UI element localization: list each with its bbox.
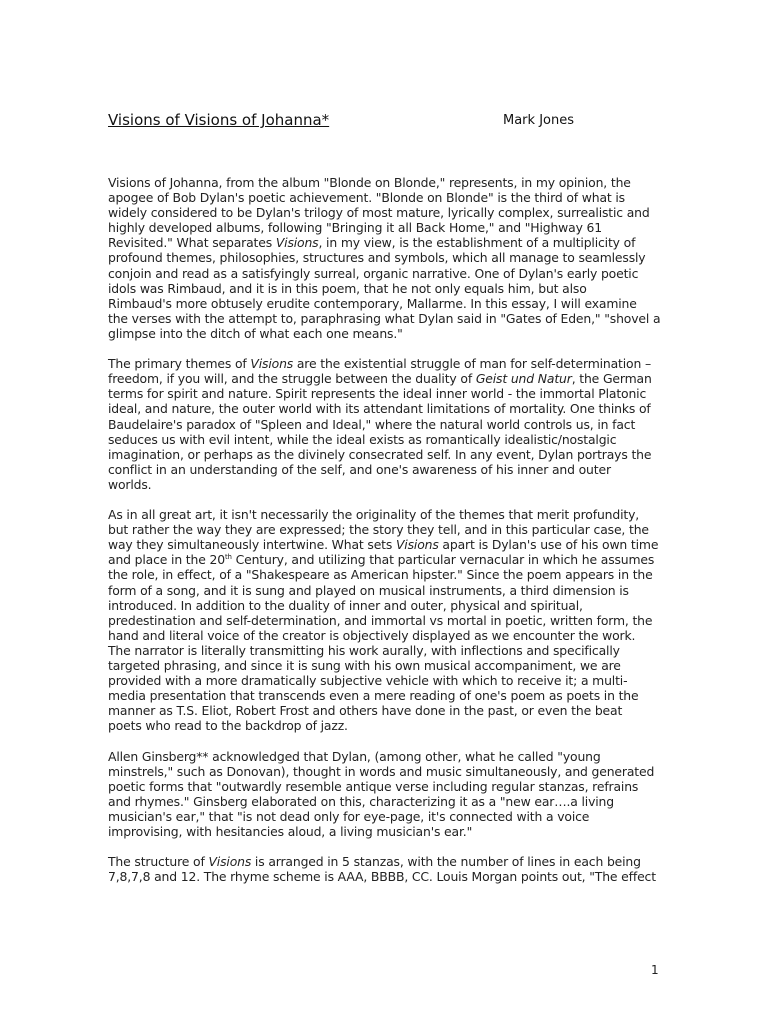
text-run: apart is Dylan's use of his own time bbox=[438, 537, 659, 553]
text-run: , in my view, is the establishment of a multiplicity of bbox=[318, 235, 636, 251]
text-line bbox=[108, 462, 660, 477]
text-run: profound themes, philosophies, structures and symbols, which all manage to seamlessly bbox=[108, 250, 646, 266]
text-line bbox=[108, 281, 660, 296]
text-run: worlds. bbox=[108, 476, 152, 492]
author-name: Mark Jones bbox=[503, 113, 574, 128]
text-run: terms for spirit and nature. Spirit represents the ideal inner world - the immortal Platonic bbox=[108, 386, 647, 402]
text-run: highly developed albums, following "Bringing it all Back Home," and "Highway 61 bbox=[108, 220, 603, 236]
text-line bbox=[108, 311, 660, 326]
text-run: manner as T.S. Eliot, Robert Frost and others have done in the past, or even the beat bbox=[108, 703, 623, 719]
text-line bbox=[108, 567, 660, 582]
text-line bbox=[108, 673, 660, 688]
text-line bbox=[108, 522, 660, 537]
text-line bbox=[108, 824, 660, 839]
text-line bbox=[108, 356, 660, 371]
text-run: , the German bbox=[571, 371, 652, 387]
text-line bbox=[108, 417, 660, 432]
text-run: improvising, with hesitancies aloud, a living musician's ear." bbox=[108, 824, 473, 840]
text-line bbox=[108, 447, 660, 462]
body-paragraph bbox=[108, 356, 660, 492]
text-run: but rather the way they are expressed; the story they tell, and in this particular case, the bbox=[108, 522, 649, 538]
text-line bbox=[108, 718, 660, 733]
text-run: The structure of bbox=[108, 854, 209, 870]
text-line bbox=[108, 794, 660, 809]
text-line bbox=[108, 703, 660, 718]
text-line bbox=[108, 507, 660, 522]
text-run: the verses with the attempt to, paraphrasing what Dylan said in "Gates of Eden," "shovel a bbox=[108, 310, 661, 326]
text-line bbox=[108, 809, 660, 824]
text-run: imagination, or perhaps as the divinely consecrated self. In any event, Dylan portrays the bbox=[108, 446, 652, 462]
text-line bbox=[108, 175, 660, 190]
text-line bbox=[108, 779, 660, 794]
text-run: is arranged in 5 stanzas, with the number of lines in each being bbox=[251, 854, 641, 870]
text-run: musician's ear," that "is not dead only for eye-page, it's connected with a voice bbox=[108, 808, 590, 824]
text-run: Allen Ginsberg** acknowledged that Dylan, (among other, what he called "young bbox=[108, 748, 601, 764]
text-line bbox=[108, 537, 660, 552]
text-run: are the existential struggle of man for self-determination – bbox=[293, 356, 652, 372]
text-line bbox=[108, 764, 660, 779]
text-run: Revisited." What separates bbox=[108, 235, 276, 251]
text-line bbox=[108, 613, 660, 628]
italic-text: Visions bbox=[395, 537, 439, 553]
text-line bbox=[108, 598, 660, 613]
body-paragraph bbox=[108, 854, 660, 884]
text-run: and place in the 20 bbox=[108, 552, 225, 568]
italic-text: Geist und Natur bbox=[475, 371, 572, 387]
text-line bbox=[108, 552, 660, 567]
text-run: 7,8,7,8 and 12. The rhyme scheme is AAA, BBBB, CC. Louis Morgan points out, "The effect bbox=[108, 869, 656, 885]
text-run: seduces us with evil intent, while the ideal exists as romantically idealistic/nostalgic bbox=[108, 431, 617, 447]
text-line bbox=[108, 432, 660, 447]
text-run: predestination and self-determination, and immortal vs mortal in poetic, written form, the bbox=[108, 612, 653, 628]
text-line bbox=[108, 371, 660, 386]
text-line bbox=[108, 477, 660, 492]
text-line bbox=[108, 250, 660, 265]
body-paragraph bbox=[108, 749, 660, 840]
text-line bbox=[108, 266, 660, 281]
text-run: poetic forms that "outwardly resemble antique verse including regular stanzas, refrains bbox=[108, 778, 639, 794]
text-line bbox=[108, 190, 660, 205]
text-line bbox=[108, 401, 660, 416]
italic-text: Visions bbox=[208, 854, 252, 870]
document-title: Visions of Visions of Johanna* bbox=[108, 111, 330, 129]
superscript-text: th bbox=[224, 553, 232, 562]
text-run: glimpse into the ditch of what each one means." bbox=[108, 325, 403, 341]
text-run: As in all great art, it isn't necessarily the originality of the themes that merit profundity, bbox=[108, 507, 640, 523]
text-run: form of a song, and it is sung and played on musical instruments, a third dimension is bbox=[108, 582, 629, 598]
text-run: ideal, and nature, the outer world with its attendant limitations of mortality. One thinks of bbox=[108, 401, 651, 417]
text-line bbox=[108, 688, 660, 703]
text-run: Rimbaud's more obtusely erudite contemporary, Mallarme. In this essay, I will examine bbox=[108, 295, 637, 311]
text-run: poets who read to the backdrop of jazz. bbox=[108, 718, 348, 734]
text-line bbox=[108, 854, 660, 869]
italic-text: Visions bbox=[250, 356, 294, 372]
text-line bbox=[108, 869, 660, 884]
text-run: Baudelaire's paradox of "Spleen and Ideal," where the natural world controls us, in fact bbox=[108, 416, 636, 432]
text-line bbox=[108, 326, 660, 341]
body-paragraph bbox=[108, 507, 660, 733]
text-run: The primary themes of bbox=[108, 356, 251, 372]
text-run: way they simultaneously intertwine. What sets bbox=[108, 537, 396, 553]
text-run: conflict in an understanding of the self, and one's awareness of his inner and outer bbox=[108, 461, 611, 477]
text-line bbox=[108, 628, 660, 643]
text-line bbox=[108, 296, 660, 311]
text-line bbox=[108, 220, 660, 235]
text-run: idols was Rimbaud, and it is in this poem, that he not only equals him, but also bbox=[108, 280, 587, 296]
text-line bbox=[108, 205, 660, 220]
text-run: Century, and utilizing that particular vernacular in which he assumes bbox=[231, 552, 655, 568]
text-line bbox=[108, 583, 660, 598]
text-run: targeted phrasing, and since it is sung with his own musical accompaniment, we are bbox=[108, 658, 621, 673]
text-line bbox=[108, 643, 660, 658]
text-run: apogee of Bob Dylan's poetic achievement. "Blonde on Blonde" is the third of what is bbox=[108, 190, 625, 206]
text-run: provided with a more dramatically subjective vehicle with which to receive it; a multi- bbox=[108, 673, 628, 689]
text-run: freedom, if you will, and the struggle between the duality of bbox=[108, 371, 476, 387]
text-line bbox=[108, 386, 660, 401]
text-line bbox=[108, 658, 660, 673]
text-run: media presentation that transcends even a mere reading of one's poem as poets in the bbox=[108, 688, 639, 704]
text-run: and rhymes." Ginsberg elaborated on this, characterizing it as a "new ear….a living bbox=[108, 793, 614, 809]
text-run: widely considered to be Dylan's trilogy of most mature, lyrically complex, surrealistic and bbox=[108, 205, 650, 221]
page-number: 1 bbox=[651, 963, 659, 977]
text-run: conjoin and read as a satisfyingly surreal, organic narrative. One of Dylan's early poetic bbox=[108, 265, 639, 281]
text-run: introduced. In addition to the duality of inner and outer, physical and spiritual, bbox=[108, 597, 583, 613]
text-run: Visions of Johanna, from the album "Blonde on Blonde," represents, in my opinion, the bbox=[108, 175, 631, 190]
text-run: The narrator is literally transmitting his work aurally, with inflections and specifically bbox=[108, 642, 620, 658]
body-paragraph bbox=[108, 175, 660, 341]
text-line bbox=[108, 749, 660, 764]
italic-text: Visions bbox=[275, 235, 319, 251]
text-run: hand and literal voice of the creator is objectively displayed as we encounter the work. bbox=[108, 627, 636, 643]
document-body bbox=[108, 175, 660, 900]
text-line bbox=[108, 235, 660, 250]
text-run: minstrels," such as Donovan), thought in words and music simultaneously, and generated bbox=[108, 763, 655, 779]
text-run: the role, in effect, of a "Shakespeare as American hipster." Since the poem appears in the bbox=[108, 567, 653, 583]
